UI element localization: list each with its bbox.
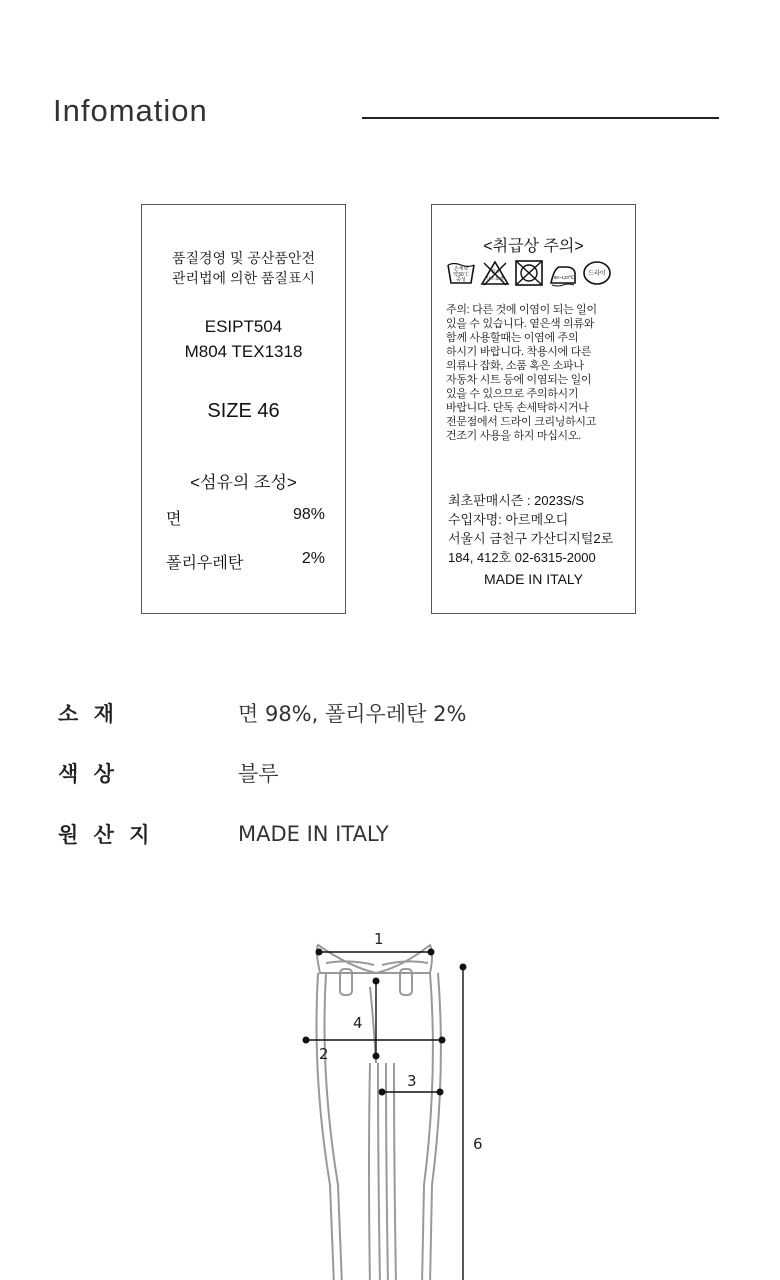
spec-key: 원 산 지 <box>58 823 154 847</box>
bleach-text-1: 염소 <box>490 269 500 274</box>
label-header-line2: 관리법에 의한 품질표시 <box>171 270 316 286</box>
iron-text: 80~120℃ <box>553 275 575 280</box>
dim-label-3: 3 <box>407 1072 417 1090</box>
spec-row-origin <box>58 819 389 849</box>
dim-label-6: 6 <box>473 1135 483 1153</box>
fiber-name: 폴리우레탄 <box>166 555 244 572</box>
composition-title: <섬유의 조성> <box>190 473 297 492</box>
spec-value: MADE IN ITALY <box>238 822 389 846</box>
no-bleach-icon <box>480 259 510 287</box>
spec-value: 블루 <box>238 762 279 786</box>
dryclean-text: 드라이 <box>588 271 606 277</box>
spec-key: 소 재 <box>58 702 118 726</box>
composition-row <box>166 550 325 573</box>
wash-text-2: 약30℃ <box>453 272 469 278</box>
importer-address: 서울시 금천구 가산디지털2로 <box>448 531 614 546</box>
pants-measurement-diagram <box>290 925 500 1280</box>
product-code: ESIPT504 <box>204 317 283 336</box>
care-label-card <box>431 204 636 614</box>
dry-clean-icon <box>582 259 612 287</box>
bleach-text-2: 산소표백 <box>486 276 504 281</box>
importer-phone: 184, 412호 02-6315-2000 <box>448 550 596 565</box>
size-text: SIZE 46 <box>207 400 280 422</box>
label-header-line1: 품질경영 및 공산품안전 <box>171 250 316 266</box>
care-title: <취급상 주의> <box>483 238 584 255</box>
dim-label-2: 2 <box>319 1045 329 1063</box>
fiber-name: 면 <box>166 511 182 528</box>
wash-text-1: 손세탁 <box>453 266 469 272</box>
composition-row <box>166 506 325 529</box>
spec-value: 면 98%, 폴리우레탄 2% <box>238 702 467 726</box>
wash-text-3: 중성 <box>456 277 466 283</box>
dim-label-1: 1 <box>374 930 384 948</box>
care-notice: 주의: 다른 것에 이염이 되는 일이 있을 수 있습니다. 옅은색 의류와 함께 사용할때는 이염에 주의 하시기 바랍니다. 착용시에 다른 의류나 잡화, 소품 혹은 소파나 자동차 시트 등에 이염되는 일이 있을 수 있으므로 주의하시기 바랍니다. 단독 손세탁하시거나 전문점에서 드라이 크리닝하시고 건조기 사용을 하지 마십시오. <box>446 304 597 442</box>
spec-row-material <box>58 698 466 728</box>
section-title: Infomation <box>53 93 208 128</box>
title-divider <box>362 117 719 119</box>
spec-row-color <box>58 758 279 788</box>
importer-info <box>448 491 625 567</box>
hand-wash-30-icon <box>446 259 476 287</box>
importer-name: 수입자명: 아르메오디 <box>448 512 569 527</box>
pants-outline <box>317 945 441 1280</box>
no-tumble-dry-icon <box>514 259 544 287</box>
first-season: 최초판매시즌 : 2023S/S <box>448 493 585 508</box>
quality-label-card <box>141 204 346 614</box>
made-in-text: MADE IN ITALY <box>483 571 584 587</box>
iron-80-120-icon <box>548 259 578 287</box>
product-tex-code: M804 TEX1318 <box>184 342 303 361</box>
fiber-percent: 98% <box>292 506 325 523</box>
care-icons <box>446 259 612 287</box>
spec-key: 색 상 <box>58 762 118 786</box>
dim-label-4: 4 <box>353 1014 363 1032</box>
fiber-percent: 2% <box>301 550 325 567</box>
